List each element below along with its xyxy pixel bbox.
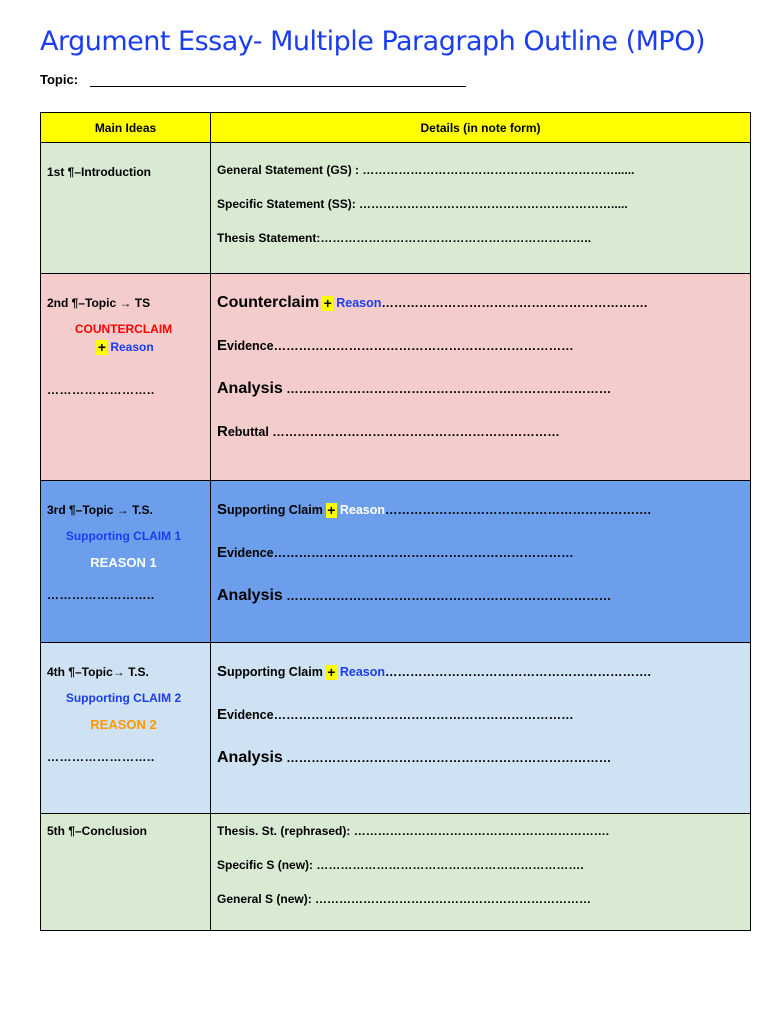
counter-blank: …………………….. [47, 383, 155, 398]
counter-evidence-line: Evidence……………………………………………………………… [217, 337, 574, 354]
counterclaim-line: Counterclaim + Reason………………………………………………………. [217, 294, 648, 312]
intro-specific-statement: Specific Statement (SS): ………………………………………………………..... [217, 197, 628, 211]
row-introduction [41, 143, 751, 274]
support2-blank: …………………….. [47, 750, 155, 764]
header-main-ideas: Main Ideas [41, 113, 211, 143]
header-row [41, 113, 751, 143]
support2-evidence-line: Evidence……………………………………………………………… [217, 706, 574, 723]
topic-label: Topic: [40, 72, 79, 87]
intro-general-statement: General Statement (GS) : ………………………………………………………...... [217, 163, 635, 177]
intro-thesis-statement: Thesis Statement:………………………………………………………….. [217, 231, 592, 245]
support2-analysis-line: Analysis …………………………………………………………………… [217, 749, 612, 766]
row-supporting-claim-1 [41, 481, 751, 643]
intro-main-idea: 1st ¶–Introduction [47, 165, 152, 179]
plus-icon: + [97, 339, 106, 356]
plus-icon: + [323, 295, 332, 312]
counter-analysis-line: Analysis …………………………………………………………………… [217, 380, 612, 397]
reason-1-label: REASON 1 [90, 555, 157, 570]
conclusion-specific-line: Specific S (new): …………………………………………………………. [217, 858, 584, 872]
support1-blank: …………………….. [47, 588, 155, 602]
support1-main-idea: 3rd ¶–Topic → T.S. [47, 503, 153, 517]
outline-table [40, 112, 751, 931]
supporting-claim-1-label: Supporting CLAIM 1 [65, 529, 182, 543]
plus-icon: + [327, 664, 336, 681]
counter-main-idea: 2nd ¶–Topic → TS [47, 296, 151, 310]
row-supporting-claim-2 [41, 643, 751, 814]
reason-2-label: REASON 2 [90, 717, 157, 732]
supporting-claim-2-label: Supporting CLAIM 2 [65, 691, 182, 705]
counterclaim-label: COUNTERCLAIM [74, 322, 173, 336]
plus-icon: + [327, 502, 336, 519]
support1-claim-line: Supporting Claim + Reason………………………………………………………. [217, 501, 651, 519]
conclusion-general-line: General S (new): …………………………………………………………… [217, 892, 592, 906]
support2-main-idea: 4th ¶–Topic→ T.S. [47, 665, 149, 679]
conclusion-thesis-line: Thesis. St. (rephrased): ………………………………………………………. [217, 824, 610, 838]
topic-blank-line [90, 86, 466, 87]
counter-rebuttal-line: Rebuttal …………………………………………………………… [217, 423, 560, 440]
support1-analysis-line: Analysis …………………………………………………………………… [217, 587, 612, 604]
header-details: Details (in note form) [211, 113, 751, 143]
counter-reason-line: + Reason [97, 339, 154, 356]
conclusion-main-idea: 5th ¶–Conclusion [47, 824, 148, 838]
page-title: Argument Essay- Multiple Paragraph Outline (MPO) [40, 26, 705, 57]
row-counterclaim [41, 274, 751, 481]
support1-evidence-line: Evidence……………………………………………………………… [217, 544, 574, 561]
row-conclusion [41, 814, 751, 931]
support2-claim-line: Supporting Claim + Reason………………………………………………………. [217, 663, 651, 681]
